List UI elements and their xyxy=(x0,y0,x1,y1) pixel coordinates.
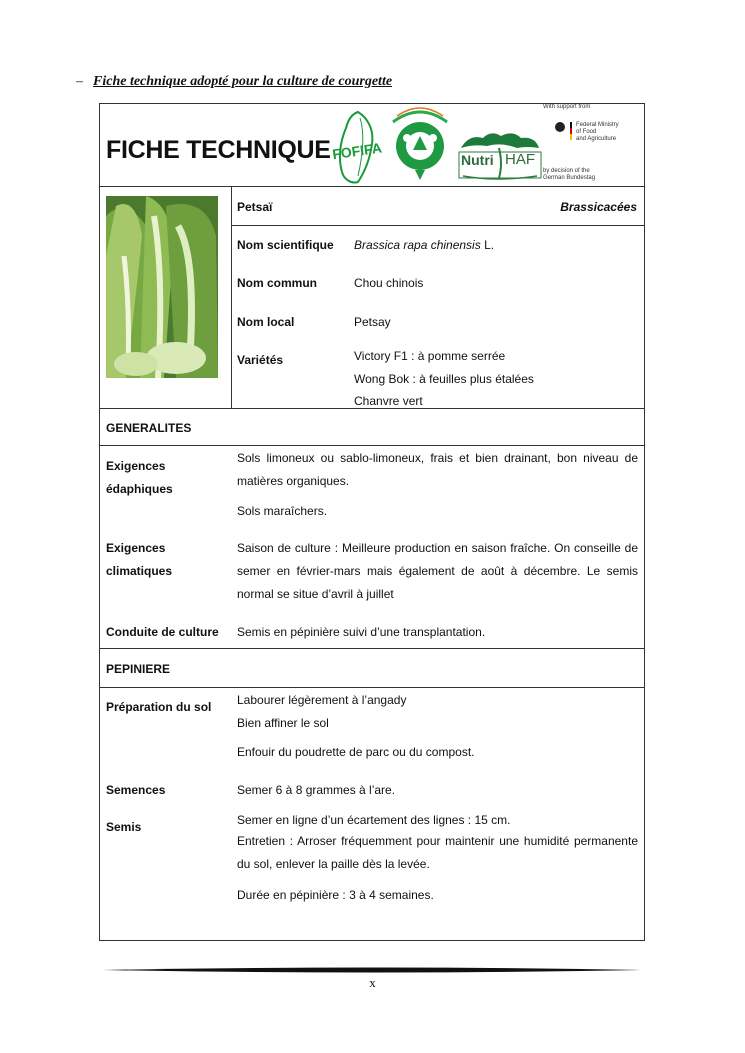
seeds-label: Semences xyxy=(106,783,166,797)
seeds-text: Semer 6 à 8 grammes à l’are. xyxy=(237,783,396,797)
chinese-cabbage-photo xyxy=(106,196,218,378)
generalites-section-title: GENERALITES xyxy=(106,421,192,435)
sowing-text-1: Semer en ligne d’un écartement des lignes : 15 cm. xyxy=(237,813,511,827)
crop-family: Brassicacées xyxy=(560,200,637,214)
sowing-text-3: Durée en pépinière : 3 à 4 semaines. xyxy=(237,888,434,902)
common-name-label: Nom commun xyxy=(237,276,318,290)
heading-dash: – xyxy=(76,74,83,89)
fofifa-logo-text: FOFIFA xyxy=(331,139,383,163)
scientific-name-value: Brassica rapa chinensis L. xyxy=(354,238,495,252)
variety-item: Wong Bok : à feuilles plus étalées xyxy=(354,371,534,386)
pepiniere-section-title: PEPINIERE xyxy=(106,662,171,676)
divider xyxy=(99,687,645,688)
edaphic-text-2: Sols maraîchers. xyxy=(237,504,328,518)
local-name-label: Nom local xyxy=(237,315,295,329)
footer-rule xyxy=(103,963,641,975)
climatic-label: Exigences climatiques xyxy=(106,541,173,578)
divider xyxy=(231,186,232,408)
divider xyxy=(99,445,645,446)
soil-preparation-text-2: Enfouir du poudrette de parc ou du compost. xyxy=(237,745,475,759)
support-text: With support from xyxy=(543,104,591,110)
bmel-support-logo xyxy=(543,104,643,184)
local-name-value: Petsay xyxy=(354,315,391,329)
climatic-text: Saison de culture : Meilleure production en saison fraîche. On conseille de semer en février-mars mais également de août à décembre. Le semis normal se situe d’avril à juillet xyxy=(237,541,638,601)
nutrihaf-logo-left: Nutri xyxy=(461,152,494,168)
crop-name: Petsaï xyxy=(237,200,273,214)
fofifa-logo xyxy=(328,110,384,186)
nutrihaf-logo xyxy=(457,130,543,182)
sowing-label: Semis xyxy=(106,820,142,834)
heading-text: Fiche technique adopté pour la culture de courgette xyxy=(93,74,393,89)
sheet-title: FICHE TECHNIQUE xyxy=(106,136,331,164)
variety-item: Victory F1 : à pomme serrée xyxy=(354,349,506,363)
divider xyxy=(99,186,645,187)
varieties-label: Variétés xyxy=(237,353,284,367)
decision-text: by decision of the German Bundestag xyxy=(543,168,596,181)
edaphic-label: Exigences édaphiques xyxy=(106,459,173,496)
edaphic-text: Sols limoneux ou sablo-limoneux, frais et bien drainant, bon niveau de matières organiques. xyxy=(237,451,638,488)
sowing-text-2: Entretien : Arroser fréquemment pour maintenir une humidité permanente du sol, enlever la paille dès la levée. xyxy=(237,834,638,871)
page-number: x xyxy=(369,975,376,990)
soil-preparation-label: Préparation du sol xyxy=(106,700,212,714)
nutrihaf-logo-right: HAF xyxy=(505,151,535,168)
variety-item: Chanvre vert xyxy=(354,394,423,408)
flag-stripe-gold xyxy=(570,134,572,140)
divider xyxy=(99,648,645,649)
page-heading xyxy=(76,74,392,90)
green-emblem-logo xyxy=(385,100,455,182)
divider xyxy=(231,225,645,226)
scientific-name-label: Nom scientifique xyxy=(237,238,334,252)
ministry-name: Federal Ministry of Food and Agriculture xyxy=(576,122,619,142)
eagle-icon xyxy=(555,122,565,132)
crop-conduct-text: Semis en pépinière suivi d’une transplantation. xyxy=(237,625,486,639)
crop-conduct-label: Conduite de culture xyxy=(106,625,219,639)
soil-preparation-text: Labourer légèrement à l’angady Bien affiner le sol xyxy=(237,693,407,730)
common-name-value: Chou chinois xyxy=(354,276,424,290)
varieties-list xyxy=(354,345,534,413)
